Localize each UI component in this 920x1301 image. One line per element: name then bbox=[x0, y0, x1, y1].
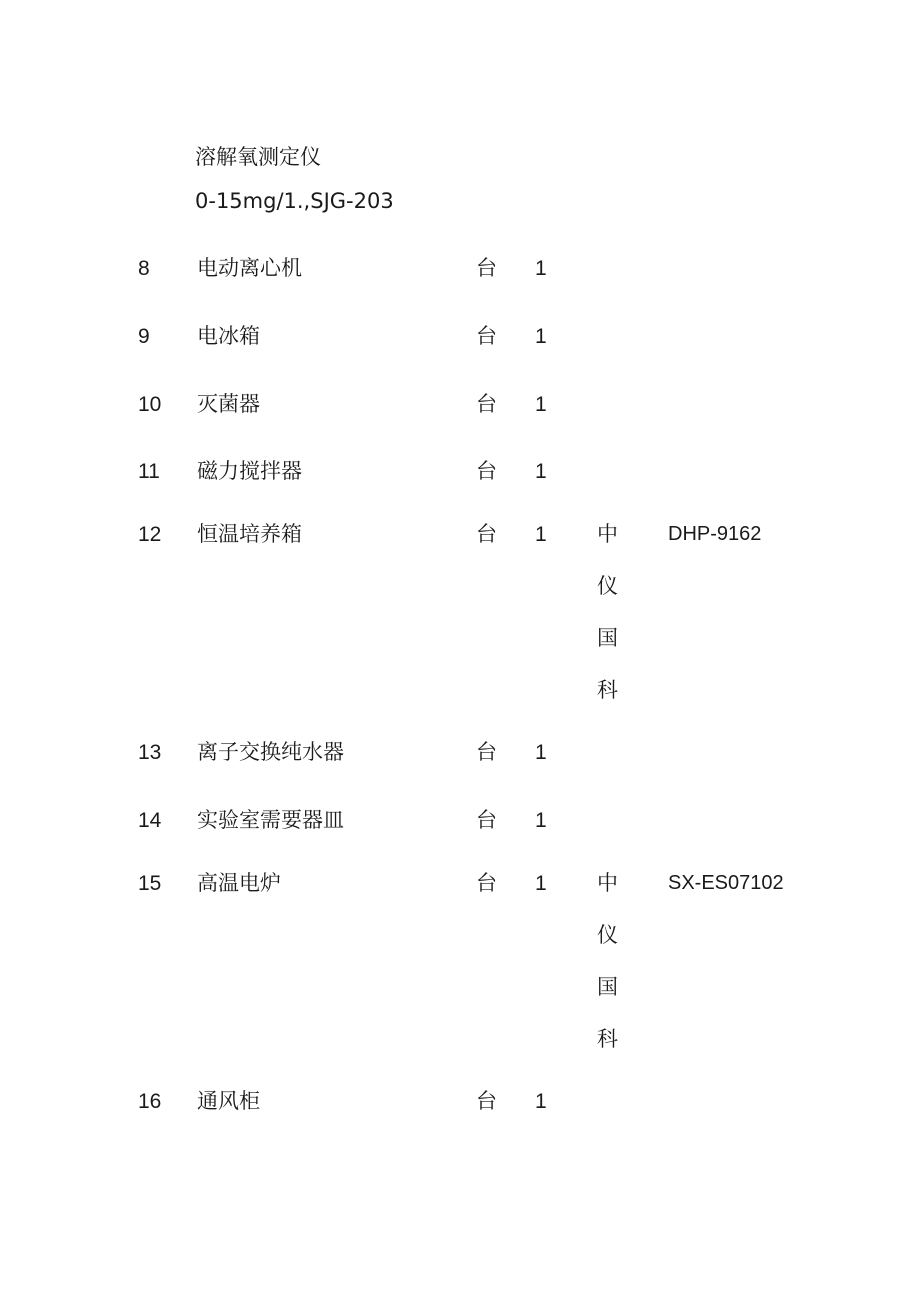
item-qty: 1 bbox=[535, 393, 547, 416]
item-unit: 台 bbox=[476, 808, 497, 832]
item-unit: 台 bbox=[476, 740, 497, 764]
row-number: 16 bbox=[138, 1090, 162, 1113]
manufacturer-char: 仪 bbox=[597, 923, 618, 947]
item-qty: 1 bbox=[535, 257, 547, 280]
row-number: 8 bbox=[138, 257, 150, 280]
row-number: 11 bbox=[138, 460, 160, 483]
item-unit: 台 bbox=[476, 324, 497, 348]
item-unit: 台 bbox=[476, 256, 497, 280]
item-unit: 台 bbox=[476, 392, 497, 416]
manufacturer-char: 国 bbox=[597, 626, 618, 650]
item-name: 实验室需要器皿 bbox=[197, 808, 344, 832]
row-number: 15 bbox=[138, 872, 162, 895]
manufacturer-char: 国 bbox=[597, 975, 618, 999]
table-row bbox=[0, 324, 920, 364]
table-row bbox=[0, 1089, 920, 1129]
item-qty: 1 bbox=[535, 523, 547, 546]
item-name: 离子交换纯水器 bbox=[197, 740, 344, 764]
item-name: 电动离心机 bbox=[197, 256, 302, 280]
item-name: 高温电炉 bbox=[197, 871, 281, 895]
manufacturer-char: 科 bbox=[597, 1027, 618, 1051]
table-row bbox=[0, 392, 920, 432]
item-unit: 台 bbox=[476, 871, 497, 895]
item-qty: 1 bbox=[535, 809, 547, 832]
item-qty: 1 bbox=[535, 741, 547, 764]
item-qty: 1 bbox=[535, 1090, 547, 1113]
item-model: SX-ES07102 bbox=[668, 872, 784, 894]
item-unit: 台 bbox=[476, 1089, 497, 1113]
continuation-line-2: 0-15mg/1.,SJG-203 bbox=[195, 189, 394, 213]
table-row bbox=[0, 522, 920, 712]
row-number: 13 bbox=[138, 741, 162, 764]
table-row bbox=[0, 808, 920, 848]
manufacturer-char: 仪 bbox=[597, 574, 618, 598]
item-unit: 台 bbox=[476, 522, 497, 546]
item-qty: 1 bbox=[535, 460, 547, 483]
item-model: DHP-9162 bbox=[668, 523, 762, 545]
row-number: 9 bbox=[138, 325, 150, 348]
item-name: 磁力搅拌器 bbox=[197, 459, 302, 483]
table-row bbox=[0, 871, 920, 1061]
table-row bbox=[0, 740, 920, 780]
item-manufacturer bbox=[597, 871, 618, 1079]
item-manufacturer bbox=[597, 522, 618, 730]
row-number: 10 bbox=[138, 393, 162, 416]
item-unit: 台 bbox=[476, 459, 497, 483]
continuation-line-1: 溶解氧测定仪 bbox=[195, 145, 321, 169]
row-number: 14 bbox=[138, 809, 162, 832]
item-name: 电冰箱 bbox=[197, 324, 260, 348]
table-row bbox=[0, 256, 920, 296]
manufacturer-char: 科 bbox=[597, 678, 618, 702]
item-qty: 1 bbox=[535, 325, 547, 348]
item-name: 灭菌器 bbox=[197, 392, 260, 416]
row-number: 12 bbox=[138, 523, 162, 546]
item-qty: 1 bbox=[535, 872, 547, 895]
manufacturer-char: 中 bbox=[597, 522, 618, 546]
item-name: 恒温培养箱 bbox=[197, 522, 302, 546]
item-name: 通风柜 bbox=[197, 1089, 260, 1113]
table-row bbox=[0, 459, 920, 499]
manufacturer-char: 中 bbox=[597, 871, 618, 895]
